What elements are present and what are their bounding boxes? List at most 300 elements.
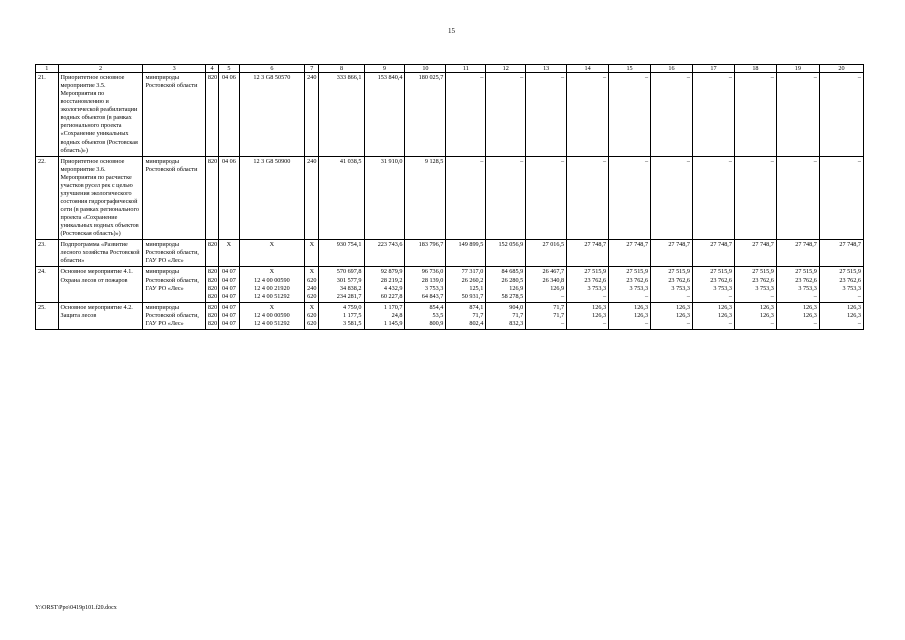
column-number: 8 <box>319 65 364 73</box>
cell-value: – <box>602 319 607 327</box>
cell-value: 27 515,9 <box>752 268 774 276</box>
cell-c20 <box>819 267 863 302</box>
cell-c7 <box>305 267 319 302</box>
cell-value: 3 753,3 <box>424 284 444 292</box>
cell-value: 126,3 <box>847 303 861 311</box>
cell-value: 64 843,7 <box>421 292 444 300</box>
cell-value: – <box>644 74 649 81</box>
column-number-row <box>36 65 864 73</box>
cell-c13 <box>526 240 567 267</box>
cell-value: 3 753,3 <box>713 284 732 292</box>
cell-value: – <box>770 74 774 81</box>
cell-value: 23 762,6 <box>584 276 607 284</box>
cell-value: 26 467,7 <box>542 268 565 276</box>
cell-value: 12 4 00 00590 <box>254 311 290 319</box>
cell-c10 <box>405 73 446 157</box>
cell-c10 <box>405 156 446 240</box>
cell-value: 1 145,9 <box>383 319 403 327</box>
cell-c9 <box>364 267 405 302</box>
cell-value: 126,3 <box>847 311 861 319</box>
cell-value: 28 139,0 <box>421 276 444 284</box>
cell-value: – <box>644 292 649 300</box>
cell-c13 <box>526 267 567 302</box>
cell-value: 1 177,5 <box>342 311 362 319</box>
cell-value: 820 <box>207 241 218 249</box>
cell-value: – <box>857 319 861 327</box>
table-row <box>36 267 864 302</box>
cell-value: 26 280,5 <box>501 276 524 284</box>
column-number: 19 <box>776 65 819 73</box>
cell-value: 27 515,9 <box>626 268 649 276</box>
cell-value: 04 06 <box>221 157 236 165</box>
cell-c4 <box>205 240 218 267</box>
cell-value: 832,3 <box>509 319 524 327</box>
cell-value: 152 056,9 <box>498 241 524 249</box>
cell-value: – <box>686 74 690 81</box>
cell-c16 <box>651 240 693 267</box>
cell-value: 71,7 <box>553 303 565 311</box>
cell-c7 <box>305 73 319 157</box>
cell-c4 <box>205 302 218 329</box>
cell-value: – <box>686 319 690 327</box>
column-number: 4 <box>205 65 218 73</box>
cell-c10 <box>405 267 446 302</box>
cell-value: 820 <box>207 292 218 300</box>
cell-value: – <box>857 157 861 165</box>
cell-value: – <box>644 319 649 327</box>
cell-c19 <box>776 302 819 329</box>
cell-c6 <box>239 267 305 302</box>
cell-c8 <box>319 267 364 302</box>
cell-c16 <box>651 73 693 157</box>
cell-c4 <box>205 267 218 302</box>
cell-value: 96 736,0 <box>421 268 444 276</box>
cell-value: – <box>813 157 817 165</box>
cell-value: – <box>728 74 732 81</box>
cell-value: – <box>561 74 565 81</box>
table-row <box>36 73 864 157</box>
cell-value: – <box>770 157 774 165</box>
column-number: 12 <box>486 65 526 73</box>
cell-value: – <box>686 292 690 300</box>
row-number: 25. <box>36 302 59 329</box>
cell-value: Х <box>226 241 232 249</box>
cell-value: 71,7 <box>512 311 524 319</box>
cell-value: 820 <box>207 319 218 327</box>
executor: минприроды Ростовской области <box>143 156 205 240</box>
cell-value: – <box>813 292 817 300</box>
cell-value: 820 <box>207 303 218 311</box>
column-number: 1 <box>36 65 59 73</box>
cell-c11 <box>446 267 486 302</box>
cell-c16 <box>651 302 693 329</box>
cell-c15 <box>609 267 651 302</box>
cell-c12 <box>486 240 526 267</box>
cell-c17 <box>692 267 734 302</box>
measure-title: Основное мероприятие 4.2. Защита лесов <box>58 302 143 329</box>
cell-value: 27 515,9 <box>710 268 732 276</box>
cell-value: 9 128,5 <box>424 157 444 165</box>
cell-value: 27 748,7 <box>710 241 732 249</box>
column-number: 20 <box>819 65 863 73</box>
cell-value: 27 748,7 <box>626 241 649 249</box>
cell-value: 3 753,3 <box>587 284 607 292</box>
cell-value: 125,1 <box>469 284 484 292</box>
measure-title: Основное мероприятие 4.1. Охрана лесов от пожаров <box>58 267 143 302</box>
cell-value: 904,0 <box>509 303 524 311</box>
column-number: 17 <box>692 65 734 73</box>
cell-value: 223 743,6 <box>377 241 403 249</box>
cell-c20 <box>819 156 863 240</box>
cell-value: Х <box>309 303 315 311</box>
cell-value: 854,4 <box>429 303 444 311</box>
cell-c20 <box>819 302 863 329</box>
cell-c11 <box>446 156 486 240</box>
executor: минприроды Ростовской области, ГАУ РО «Лес» <box>143 267 205 302</box>
cell-value: 58 278,5 <box>501 292 524 300</box>
cell-value: 26 260,2 <box>461 276 484 284</box>
cell-value: 126,3 <box>802 303 817 311</box>
cell-value: 04 07 <box>221 319 236 327</box>
cell-value: 12 4 00 21920 <box>254 284 290 292</box>
cell-value: 126,3 <box>592 311 607 319</box>
cell-value: 570 697,8 <box>336 268 362 276</box>
cell-value: – <box>602 74 607 81</box>
cell-c8 <box>319 240 364 267</box>
cell-c8 <box>319 156 364 240</box>
cell-value: 04 07 <box>221 311 236 319</box>
cell-value: 820 <box>207 74 218 81</box>
cell-value: 12 4 00 00590 <box>254 276 290 284</box>
cell-value: 04 07 <box>221 268 236 276</box>
cell-value: 820 <box>207 268 218 276</box>
cell-c8 <box>319 73 364 157</box>
cell-c16 <box>651 156 693 240</box>
cell-c15 <box>609 240 651 267</box>
cell-value: Х <box>269 303 275 311</box>
cell-c18 <box>734 302 776 329</box>
cell-c12 <box>486 267 526 302</box>
cell-c17 <box>692 302 734 329</box>
cell-value: – <box>728 319 732 327</box>
cell-value: – <box>644 157 649 165</box>
cell-value: 874,1 <box>469 303 484 311</box>
cell-value: 27 748,7 <box>584 241 607 249</box>
cell-c14 <box>567 267 609 302</box>
cell-c6 <box>239 73 305 157</box>
cell-value: – <box>728 157 732 165</box>
cell-value: 27 748,7 <box>752 241 774 249</box>
cell-value: 3 753,3 <box>842 284 861 292</box>
cell-value: 183 796,7 <box>418 241 444 249</box>
cell-c4 <box>205 156 218 240</box>
cell-value: 23 762,6 <box>668 276 690 284</box>
cell-value: – <box>602 157 607 165</box>
cell-c10 <box>405 240 446 267</box>
cell-value: – <box>770 319 774 327</box>
cell-c17 <box>692 240 734 267</box>
cell-value: 04 07 <box>221 303 236 311</box>
cell-value: 620 <box>307 292 317 300</box>
cell-c4 <box>205 73 218 157</box>
cell-value: 23 762,6 <box>839 276 861 284</box>
cell-value: 240 <box>307 284 317 292</box>
cell-value: 27 748,7 <box>668 241 690 249</box>
cell-value: 153 840,4 <box>377 74 403 81</box>
cell-value: 12 4 00 51292 <box>254 319 290 327</box>
cell-value: 53,5 <box>432 311 444 319</box>
cell-value: – <box>520 157 524 165</box>
column-number: 10 <box>405 65 446 73</box>
cell-c15 <box>609 302 651 329</box>
cell-c15 <box>609 156 651 240</box>
row-number: 23. <box>36 240 59 267</box>
cell-value: – <box>602 292 607 300</box>
cell-value: 126,9 <box>509 284 524 292</box>
executor: минприроды Ростовской области, ГАУ РО «Лес» <box>143 302 205 329</box>
column-number: 7 <box>305 65 319 73</box>
cell-c5 <box>219 73 239 157</box>
column-number: 2 <box>58 65 143 73</box>
cell-c18 <box>734 156 776 240</box>
cell-value: 3 753,3 <box>798 284 817 292</box>
cell-c20 <box>819 73 863 157</box>
cell-value: – <box>480 157 484 165</box>
cell-value: 12 4 00 51292 <box>254 292 290 300</box>
cell-value: 820 <box>207 276 218 284</box>
cell-c10 <box>405 302 446 329</box>
cell-c9 <box>364 73 405 157</box>
cell-value: 3 753,3 <box>629 284 649 292</box>
column-number: 5 <box>219 65 239 73</box>
cell-value: – <box>728 292 732 300</box>
cell-c13 <box>526 73 567 157</box>
cell-c19 <box>776 156 819 240</box>
row-number: 21. <box>36 73 59 157</box>
cell-value: – <box>520 74 524 81</box>
cell-value: 84 685,9 <box>501 268 524 276</box>
cell-value: 77 317,0 <box>461 268 484 276</box>
table-row <box>36 156 864 240</box>
cell-c13 <box>526 302 567 329</box>
column-number: 16 <box>651 65 693 73</box>
cell-c14 <box>567 302 609 329</box>
cell-value: 126,9 <box>550 284 565 292</box>
cell-value: 04 07 <box>221 276 236 284</box>
cell-value: 23 762,6 <box>710 276 732 284</box>
cell-c14 <box>567 156 609 240</box>
cell-value: – <box>480 74 484 81</box>
cell-value: 04 06 <box>221 74 236 81</box>
cell-value: 27 515,9 <box>795 268 817 276</box>
cell-value: 27 515,9 <box>584 268 607 276</box>
column-number: 18 <box>734 65 776 73</box>
cell-value: 3 581,5 <box>342 319 362 327</box>
cell-value: 126,3 <box>802 311 817 319</box>
column-number: 13 <box>526 65 567 73</box>
cell-c18 <box>734 240 776 267</box>
cell-value: 27 748,7 <box>795 241 817 249</box>
cell-value: Х <box>269 241 275 249</box>
cell-value: 41 038,5 <box>339 157 362 165</box>
column-number: 9 <box>364 65 405 73</box>
cell-c9 <box>364 302 405 329</box>
cell-c18 <box>734 267 776 302</box>
cell-value: 34 838,2 <box>339 284 362 292</box>
cell-value: 126,3 <box>676 303 690 311</box>
cell-value: 126,3 <box>592 303 607 311</box>
cell-value: 71,7 <box>472 311 484 319</box>
cell-c9 <box>364 240 405 267</box>
cell-c13 <box>526 156 567 240</box>
cell-value: 149 899,5 <box>458 241 484 249</box>
cell-value: 301 577,9 <box>336 276 362 284</box>
cell-c5 <box>219 302 239 329</box>
cell-c18 <box>734 73 776 157</box>
cell-value: 126,3 <box>634 303 649 311</box>
cell-c20 <box>819 240 863 267</box>
cell-c12 <box>486 73 526 157</box>
cell-c6 <box>239 156 305 240</box>
cell-value: 27 016,5 <box>542 241 565 249</box>
cell-c17 <box>692 73 734 157</box>
cell-value: – <box>561 319 565 327</box>
cell-value: 240 <box>307 157 317 165</box>
cell-value: 23 762,6 <box>626 276 649 284</box>
cell-value: 126,3 <box>718 303 732 311</box>
cell-c5 <box>219 156 239 240</box>
cell-value: 12 3 G8 50570 <box>253 74 291 81</box>
cell-value: 4 432,9 <box>383 284 403 292</box>
cell-value: 12 3 G8 50900 <box>253 157 291 165</box>
cell-value: 04 07 <box>221 292 236 300</box>
cell-value: 24,8 <box>391 311 403 319</box>
footer-file-path: Y:\ORST\Ppo\0419p101.f20.docx <box>35 605 117 611</box>
cell-c7 <box>305 240 319 267</box>
cell-value: 234 281,7 <box>336 292 362 300</box>
measure-title: Подпрограмма «Развитие лесного хозяйства Ростовской области» <box>58 240 143 267</box>
cell-c11 <box>446 240 486 267</box>
cell-value: – <box>561 292 565 300</box>
cell-value: 50 931,7 <box>461 292 484 300</box>
cell-value: 92 879,9 <box>380 268 403 276</box>
table-body <box>36 65 864 330</box>
cell-c5 <box>219 267 239 302</box>
cell-value: 802,4 <box>469 319 484 327</box>
cell-value: 620 <box>307 311 317 319</box>
cell-c12 <box>486 302 526 329</box>
cell-value: – <box>686 157 690 165</box>
column-number: 14 <box>567 65 609 73</box>
cell-value: 4 759,0 <box>342 303 362 311</box>
cell-c14 <box>567 73 609 157</box>
cell-c12 <box>486 156 526 240</box>
cell-c6 <box>239 302 305 329</box>
cell-value: 930 754,1 <box>336 241 362 249</box>
measure-title: Приоритетное основное мероприятие 3.5. Мероприятия по восстановлению и экологической реабилитации водных объектов (в рамках регионального проекта «Сохранение уникальных водных объектов (Ростовская область)») <box>58 73 143 157</box>
cell-value: 126,3 <box>634 311 649 319</box>
cell-value: Х <box>309 268 315 276</box>
cell-c7 <box>305 156 319 240</box>
cell-c8 <box>319 302 364 329</box>
cell-value: – <box>561 157 565 165</box>
column-number: 6 <box>239 65 305 73</box>
cell-value: 333 866,1 <box>336 74 362 81</box>
row-number: 22. <box>36 156 59 240</box>
cell-value: 31 910,0 <box>380 157 403 165</box>
executor: минприроды Ростовской области <box>143 73 205 157</box>
cell-value: 23 762,6 <box>752 276 774 284</box>
cell-value: 126,3 <box>718 311 732 319</box>
cell-value: 28 219,2 <box>380 276 403 284</box>
cell-value: 04 07 <box>221 284 236 292</box>
table-row <box>36 240 864 267</box>
cell-c5 <box>219 240 239 267</box>
executor: минприроды Ростовской области, ГАУ РО «Лес» <box>143 240 205 267</box>
cell-value: Х <box>269 268 275 276</box>
cell-value: 26 340,8 <box>542 276 565 284</box>
cell-c19 <box>776 240 819 267</box>
cell-value: – <box>857 74 861 81</box>
cell-value: 1 170,7 <box>383 303 403 311</box>
measure-title: Приоритетное основное мероприятие 3.6. Мероприятия по расчистке участков русел рек с целью улучшения экологического состояния гидрографической сети (в рамках регионального проекта «Сохранение уникальных водных объектов (Ростовская область)») <box>58 156 143 240</box>
cell-c19 <box>776 73 819 157</box>
cell-value: – <box>813 74 817 81</box>
cell-value: 3 753,3 <box>755 284 774 292</box>
cell-c15 <box>609 73 651 157</box>
cell-value: 27 748,7 <box>839 241 861 249</box>
cell-c9 <box>364 156 405 240</box>
cell-c14 <box>567 240 609 267</box>
cell-value: 126,3 <box>676 311 690 319</box>
cell-value: 71,7 <box>553 311 565 319</box>
cell-value: 60 227,8 <box>380 292 403 300</box>
row-number: 24. <box>36 267 59 302</box>
cell-value: – <box>813 319 817 327</box>
cell-value: 240 <box>307 74 317 81</box>
table-row <box>36 302 864 329</box>
cell-value: 27 515,9 <box>839 268 861 276</box>
cell-value: 23 762,6 <box>795 276 817 284</box>
cell-value: – <box>770 292 774 300</box>
page-number: 15 <box>448 27 455 35</box>
cell-value: 820 <box>207 311 218 319</box>
budget-table <box>35 64 864 330</box>
cell-value: 126,3 <box>759 311 774 319</box>
cell-c11 <box>446 73 486 157</box>
cell-value: 126,3 <box>759 303 774 311</box>
cell-c17 <box>692 156 734 240</box>
column-number: 3 <box>143 65 205 73</box>
cell-value: 820 <box>207 284 218 292</box>
cell-value: – <box>857 292 861 300</box>
column-number: 11 <box>446 65 486 73</box>
cell-value: 180 025,7 <box>418 74 444 81</box>
cell-c7 <box>305 302 319 329</box>
cell-value: 620 <box>307 319 317 327</box>
cell-value: 3 753,3 <box>671 284 690 292</box>
cell-c19 <box>776 267 819 302</box>
cell-value: Х <box>309 241 315 249</box>
cell-c16 <box>651 267 693 302</box>
cell-value: 27 515,9 <box>668 268 690 276</box>
column-number: 15 <box>609 65 651 73</box>
cell-c6 <box>239 240 305 267</box>
cell-value: 620 <box>307 276 317 284</box>
cell-c11 <box>446 302 486 329</box>
cell-value: 820 <box>207 157 218 165</box>
cell-value: 800,9 <box>429 319 444 327</box>
